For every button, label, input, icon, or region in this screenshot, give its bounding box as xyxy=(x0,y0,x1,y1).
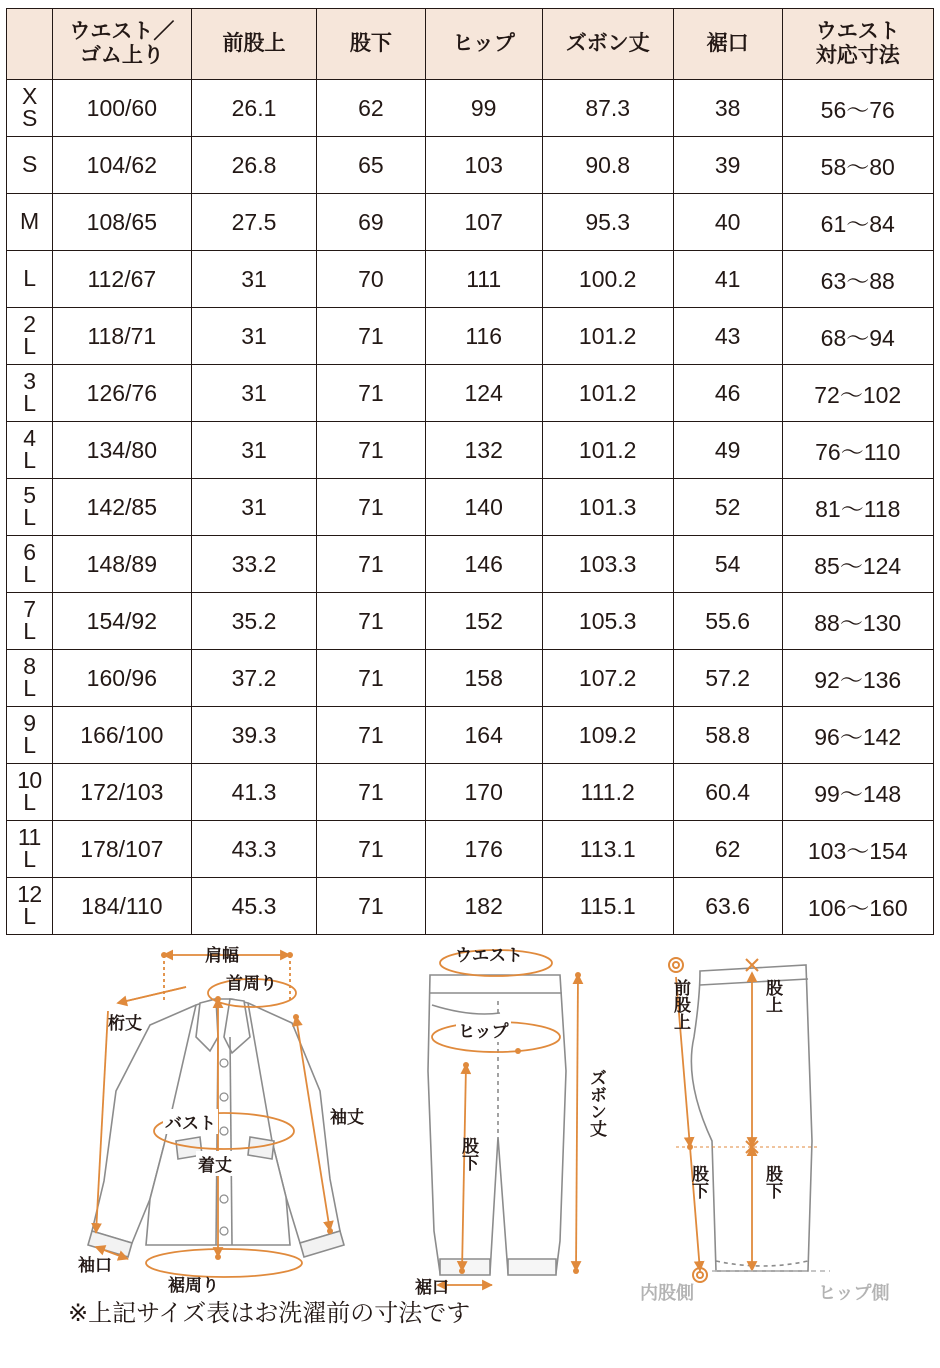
cell-front-rise: 41.3 xyxy=(191,764,316,821)
table-row xyxy=(7,365,934,422)
cell-front-rise: 31 xyxy=(191,422,316,479)
cell-hip: 99 xyxy=(425,80,542,137)
cell-hip: 140 xyxy=(425,479,542,536)
cell-waist: 126/76 xyxy=(52,365,191,422)
cell-waist-fit: 103〜154 xyxy=(782,821,934,878)
row-size-line: L xyxy=(23,675,36,701)
cell-hem: 41 xyxy=(673,251,782,308)
label-front-rise: 前股上 xyxy=(671,979,690,1030)
column-header-inseam-line1: 股下 xyxy=(349,31,392,55)
label-pants-length: ズボン丈 xyxy=(587,1069,606,1137)
cell-pants-length: 87.3 xyxy=(542,80,673,137)
table-row xyxy=(7,707,934,764)
row-size-line: L xyxy=(23,265,36,292)
label-waist: ウエスト xyxy=(455,946,523,965)
row-size-line: 9 xyxy=(23,710,36,737)
cell-waist-fit: 85〜124 xyxy=(782,536,934,593)
row-size-line: 10 xyxy=(17,767,42,794)
row-size-line: L xyxy=(23,504,36,530)
cell-pants-length: 101.2 xyxy=(542,422,673,479)
row-size-line: X xyxy=(21,83,37,110)
cell-waist: 108/65 xyxy=(52,194,191,251)
cell-pants-length: 95.3 xyxy=(542,194,673,251)
row-size-label xyxy=(7,707,53,764)
cell-hip: 111 xyxy=(425,251,542,308)
cell-pants-length: 115.1 xyxy=(542,878,673,935)
row-size-line: L xyxy=(23,333,36,359)
cell-inseam: 71 xyxy=(317,422,426,479)
cell-hem: 54 xyxy=(673,536,782,593)
cell-inseam: 65 xyxy=(317,137,426,194)
row-size-line: L xyxy=(23,732,36,758)
cell-hem: 38 xyxy=(673,80,782,137)
cell-waist: 142/85 xyxy=(52,479,191,536)
row-size-line: 12 xyxy=(17,881,42,908)
cell-hem: 52 xyxy=(673,479,782,536)
table-row xyxy=(7,80,934,137)
label-bust: バスト xyxy=(163,1109,218,1134)
cell-inseam: 71 xyxy=(317,650,426,707)
cell-waist-fit: 61〜84 xyxy=(782,194,934,251)
cell-inseam: 62 xyxy=(317,80,426,137)
column-header-waist-fit-line2: 対応寸法 xyxy=(815,44,900,67)
row-size-label xyxy=(7,422,53,479)
cell-waist: 166/100 xyxy=(52,707,191,764)
cell-waist: 160/96 xyxy=(52,650,191,707)
cell-waist: 104/62 xyxy=(52,137,191,194)
cell-front-rise: 31 xyxy=(191,479,316,536)
row-size-label xyxy=(7,194,53,251)
cell-front-rise: 45.3 xyxy=(191,878,316,935)
cell-front-rise: 33.2 xyxy=(191,536,316,593)
cell-hip: 182 xyxy=(425,878,542,935)
cell-hem: 39 xyxy=(673,137,782,194)
cell-pants-length: 105.3 xyxy=(542,593,673,650)
size-table-head xyxy=(7,9,934,80)
table-row xyxy=(7,479,934,536)
cell-waist: 172/103 xyxy=(52,764,191,821)
column-header-inseam xyxy=(317,9,426,80)
table-row xyxy=(7,194,934,251)
cell-front-rise: 35.2 xyxy=(191,593,316,650)
cell-hip: 124 xyxy=(425,365,542,422)
cell-inseam: 71 xyxy=(317,821,426,878)
cell-waist-fit: 56〜76 xyxy=(782,80,934,137)
row-size-label xyxy=(7,365,53,422)
label-rise: 股上 xyxy=(763,979,782,1013)
label-hem-opening: 裾口 xyxy=(415,1278,449,1297)
column-header-hip xyxy=(425,9,542,80)
row-size-label xyxy=(7,308,53,365)
cell-pants-length: 101.2 xyxy=(542,308,673,365)
footnote: ※上記サイズ表はお洗濯前の寸法です xyxy=(68,1300,471,1327)
label-inseam: 股下 xyxy=(459,1137,478,1171)
label-hip-side: ヒップ側 xyxy=(818,1283,890,1303)
row-size-line: 4 xyxy=(23,425,36,452)
cell-hem: 60.4 xyxy=(673,764,782,821)
cell-inseam: 71 xyxy=(317,365,426,422)
row-size-line: 5 xyxy=(23,482,36,509)
cell-waist: 100/60 xyxy=(52,80,191,137)
cell-pants-length: 107.2 xyxy=(542,650,673,707)
cell-waist: 112/67 xyxy=(52,251,191,308)
cell-waist-fit: 99〜148 xyxy=(782,764,934,821)
row-size-label xyxy=(7,251,53,308)
label-crotch-detail: 股下 xyxy=(763,1165,782,1199)
cell-hip: 152 xyxy=(425,593,542,650)
cell-hem: 55.6 xyxy=(673,593,782,650)
cell-inseam: 71 xyxy=(317,536,426,593)
row-size-line: L xyxy=(23,561,36,587)
table-row xyxy=(7,650,934,707)
cell-waist: 118/71 xyxy=(52,308,191,365)
row-size-line: L xyxy=(23,903,36,929)
column-header-pants-length-line1: ズボン丈 xyxy=(565,31,650,55)
table-row xyxy=(7,536,934,593)
cell-hip: 176 xyxy=(425,821,542,878)
row-size-line: 7 xyxy=(23,596,36,623)
cell-waist-fit: 88〜130 xyxy=(782,593,934,650)
cell-waist-fit: 68〜94 xyxy=(782,308,934,365)
label-hem-circumference: 裾周り xyxy=(168,1276,219,1295)
cell-waist-fit: 92〜136 xyxy=(782,650,934,707)
row-size-line: L xyxy=(23,390,36,416)
cell-hip: 103 xyxy=(425,137,542,194)
cell-pants-length: 111.2 xyxy=(542,764,673,821)
row-size-label xyxy=(7,593,53,650)
cell-hem: 63.6 xyxy=(673,878,782,935)
row-size-label xyxy=(7,650,53,707)
cell-hip: 158 xyxy=(425,650,542,707)
cell-waist: 154/92 xyxy=(52,593,191,650)
cell-waist-fit: 106〜160 xyxy=(782,878,934,935)
cell-front-rise: 26.1 xyxy=(191,80,316,137)
table-row xyxy=(7,764,934,821)
cell-hem: 43 xyxy=(673,308,782,365)
row-size-line: 2 xyxy=(23,311,36,338)
cell-hip: 164 xyxy=(425,707,542,764)
row-size-label xyxy=(7,878,53,935)
column-header-waist-fit xyxy=(782,9,934,80)
cell-waist: 148/89 xyxy=(52,536,191,593)
row-size-line: L xyxy=(23,789,36,815)
cell-hip: 107 xyxy=(425,194,542,251)
cell-inseam: 71 xyxy=(317,593,426,650)
column-header-front-rise xyxy=(191,9,316,80)
table-row xyxy=(7,593,934,650)
cell-front-rise: 26.8 xyxy=(191,137,316,194)
row-size-line: M xyxy=(20,208,39,235)
column-header-waist-line1: ウエスト／ xyxy=(69,19,175,43)
cell-hem: 62 xyxy=(673,821,782,878)
cell-hem: 40 xyxy=(673,194,782,251)
row-size-label xyxy=(7,821,53,878)
table-row xyxy=(7,422,934,479)
cell-inseam: 71 xyxy=(317,764,426,821)
row-size-label xyxy=(7,137,53,194)
column-header-hip-line1: ヒップ xyxy=(452,31,515,55)
column-header-pants-length xyxy=(542,9,673,80)
size-table-body xyxy=(7,80,934,935)
cell-waist-fit: 63〜88 xyxy=(782,251,934,308)
row-size-label xyxy=(7,80,53,137)
size-chart-page xyxy=(0,8,940,1368)
cell-front-rise: 43.3 xyxy=(191,821,316,878)
row-size-line: 3 xyxy=(23,368,36,395)
cell-waist: 184/110 xyxy=(52,878,191,935)
cell-hip: 116 xyxy=(425,308,542,365)
row-size-label xyxy=(7,764,53,821)
cell-pants-length: 103.3 xyxy=(542,536,673,593)
column-header-waist-fit-line1: ウエスト xyxy=(815,19,900,43)
column-header-front-rise-line1: 前股上 xyxy=(222,31,286,55)
line-pants-length xyxy=(576,975,578,1271)
cell-front-rise: 31 xyxy=(191,308,316,365)
cell-waist-fit: 76〜110 xyxy=(782,422,934,479)
cell-waist-fit: 58〜80 xyxy=(782,137,934,194)
cell-hip: 132 xyxy=(425,422,542,479)
cell-front-rise: 31 xyxy=(191,251,316,308)
cell-pants-length: 113.1 xyxy=(542,821,673,878)
cell-hem: 57.2 xyxy=(673,650,782,707)
size-table xyxy=(6,8,934,935)
cell-pants-length: 101.3 xyxy=(542,479,673,536)
cell-hip: 170 xyxy=(425,764,542,821)
cell-waist-fit: 96〜142 xyxy=(782,707,934,764)
column-header-hem-line1: 裾口 xyxy=(706,31,749,55)
column-header-waist xyxy=(52,9,191,80)
row-size-label xyxy=(7,479,53,536)
row-size-line: 11 xyxy=(17,824,41,851)
label-cuff: 袖口 xyxy=(78,1256,112,1275)
cell-inseam: 70 xyxy=(317,251,426,308)
cell-waist: 134/80 xyxy=(52,422,191,479)
table-header-row xyxy=(7,9,934,80)
cell-inseam: 71 xyxy=(317,479,426,536)
cell-hem: 58.8 xyxy=(673,707,782,764)
cell-pants-length: 101.2 xyxy=(542,365,673,422)
label-shoulder-width: 肩幅 xyxy=(205,946,239,965)
cell-inseam: 71 xyxy=(317,308,426,365)
label-neck: 首周り xyxy=(226,974,277,993)
cell-hem: 49 xyxy=(673,422,782,479)
measurement-illustrations xyxy=(0,941,940,1333)
cell-waist-fit: 72〜102 xyxy=(782,365,934,422)
table-row xyxy=(7,308,934,365)
row-size-line: 8 xyxy=(23,653,36,680)
row-size-line: S xyxy=(21,151,37,178)
cell-front-rise: 39.3 xyxy=(191,707,316,764)
row-size-line: L xyxy=(23,846,36,872)
row-size-line: L xyxy=(23,447,36,473)
row-size-line: S xyxy=(21,105,37,131)
table-row xyxy=(7,821,934,878)
row-size-label xyxy=(7,536,53,593)
cell-front-rise: 27.5 xyxy=(191,194,316,251)
cell-hem: 46 xyxy=(673,365,782,422)
label-jacket-length: 着丈 xyxy=(196,1151,234,1176)
table-row xyxy=(7,137,934,194)
label-yuki: 桁丈 xyxy=(108,1014,142,1033)
cell-hip: 146 xyxy=(425,536,542,593)
cell-inseam: 71 xyxy=(317,707,426,764)
column-header-hem xyxy=(673,9,782,80)
label-inseam-detail: 股下 xyxy=(689,1165,708,1199)
cell-inseam: 69 xyxy=(317,194,426,251)
cell-waist-fit: 81〜118 xyxy=(782,479,934,536)
row-size-line: 6 xyxy=(23,539,36,566)
table-row xyxy=(7,878,934,935)
row-size-line: L xyxy=(23,618,36,644)
cell-pants-length: 100.2 xyxy=(542,251,673,308)
label-inner-side: 内股側 xyxy=(640,1283,694,1303)
cell-pants-length: 109.2 xyxy=(542,707,673,764)
cell-pants-length: 90.8 xyxy=(542,137,673,194)
column-header-waist-line2: ゴム上り xyxy=(79,44,164,67)
cell-inseam: 71 xyxy=(317,878,426,935)
label-hip: ヒップ xyxy=(456,1017,511,1042)
table-corner-cell xyxy=(7,9,53,80)
table-row xyxy=(7,251,934,308)
cell-front-rise: 31 xyxy=(191,365,316,422)
cell-front-rise: 37.2 xyxy=(191,650,316,707)
label-sleeve: 袖丈 xyxy=(330,1108,364,1127)
cell-waist: 178/107 xyxy=(52,821,191,878)
